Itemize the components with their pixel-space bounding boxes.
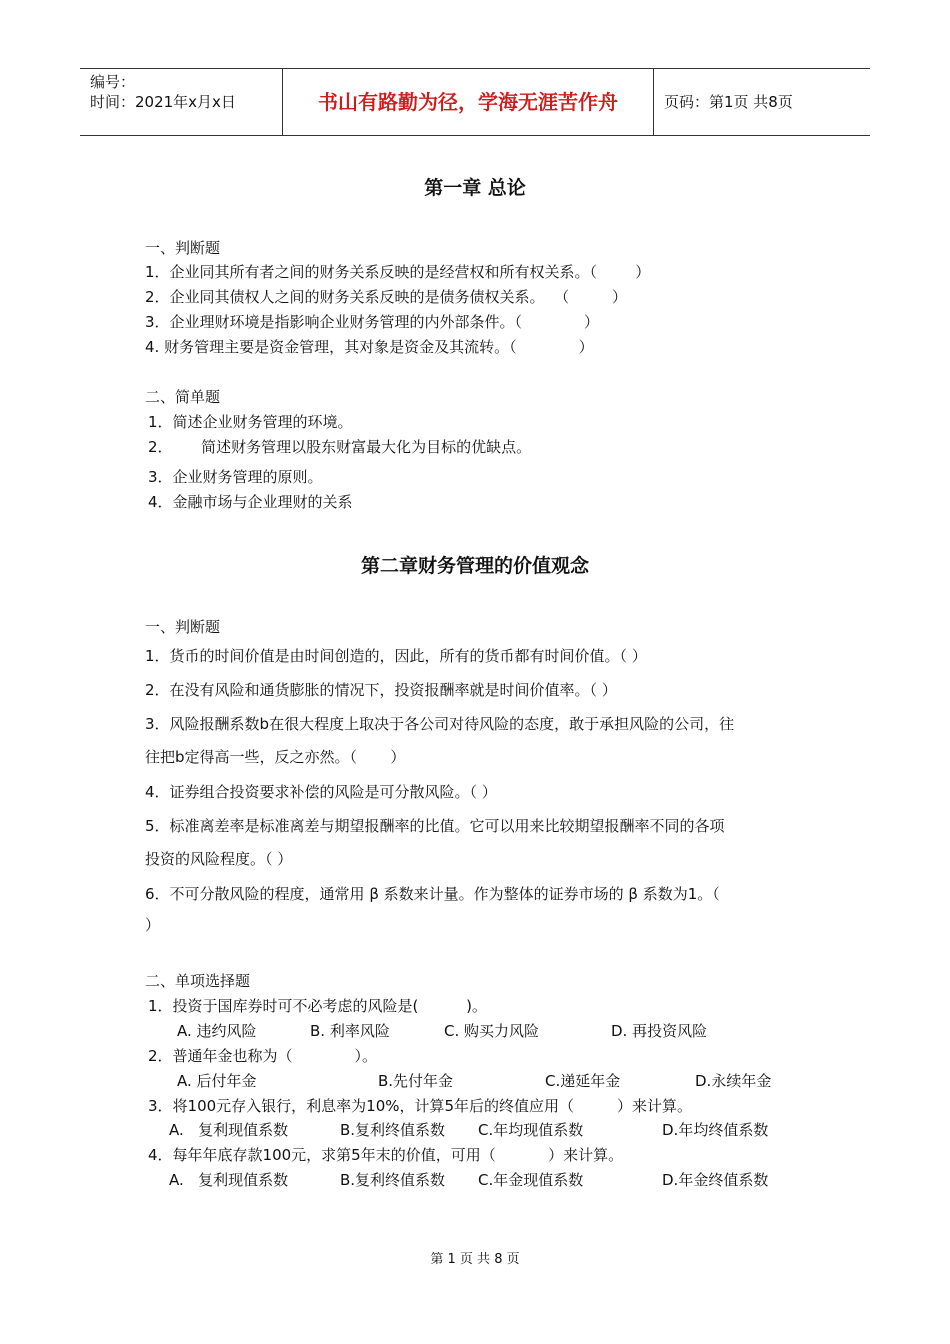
chapter1-judge-item: 4. 财务管理主要是资金管理，其对象是资金及其流转。（ ） bbox=[145, 338, 594, 356]
chapter2-judge-line: 1．货币的时间价值是由时间创造的，因此，所有的货币都有时间价值。（ ） bbox=[145, 647, 647, 665]
chapter2-judge-line: 5．标准离差率是标准离差与期望报酬率的比值。它可以用来比较期望报酬率不同的各项 bbox=[145, 817, 725, 835]
choice-option: D.年均终值系数 bbox=[662, 1121, 769, 1139]
choice-option: B.复利终值系数 bbox=[340, 1121, 446, 1139]
choice-option: B.复利终值系数 bbox=[340, 1171, 446, 1189]
chapter2-judge-line: 投资的风险程度。（ ） bbox=[145, 850, 293, 868]
header-motto: 书山有路勤为径，学海无涯苦作舟 bbox=[282, 69, 654, 135]
choice-option: D. 再投资风险 bbox=[611, 1022, 708, 1040]
chapter1-judge-item: 2．企业同其债权人之间的财务关系反映的是债务债权关系。 （ ） bbox=[145, 288, 627, 306]
chapter1-short-item: 3．企业财务管理的原则。 bbox=[148, 468, 323, 486]
choice-option: C.年金现值系数 bbox=[478, 1171, 584, 1189]
choice-question-stem: 4．每年年底存款100元，求第5年末的价值，可用（ ）来计算。 bbox=[148, 1146, 624, 1164]
chapter1-short-item: 2． 简述财务管理以股东财富最大化为目标的优缺点。 bbox=[148, 438, 532, 456]
choice-option: A. 复利现值系数 bbox=[169, 1121, 289, 1139]
chapter2-judge-line: 往把b定得高一些，反之亦然。（ ） bbox=[145, 748, 406, 766]
header-meta bbox=[80, 69, 282, 135]
chapter1-short-item: 1．简述企业财务管理的环境。 bbox=[148, 413, 353, 431]
chapter1-title: 第一章 总论 bbox=[424, 177, 526, 199]
chapter1-judge-item: 3．企业理财环境是指影响企业财务管理的内外部条件。（ ） bbox=[145, 313, 600, 331]
chapter2-section2-heading: 二、单项选择题 bbox=[145, 972, 251, 990]
choice-option: D.永续年金 bbox=[695, 1072, 772, 1090]
chapter2-judge-line: 6．不可分散风险的程度，通常用 β 系数来计量。作为整体的证券市场的 β 系数为1。（ bbox=[145, 885, 720, 903]
choice-option: C.递延年金 bbox=[545, 1072, 621, 1090]
page-footer: 第 1 页 共 8 页 bbox=[430, 1252, 520, 1267]
choice-option: D.年金终值系数 bbox=[662, 1171, 769, 1189]
document-date-label: 时间：2021年x月x日 bbox=[90, 93, 236, 111]
choice-option: A. 违约风险 bbox=[177, 1022, 257, 1040]
chapter2-section1-heading: 一、判断题 bbox=[145, 618, 221, 636]
document-number-label: 编号： bbox=[90, 73, 136, 91]
chapter2-judge-line: 3．风险报酬系数b在很大程度上取决于各公司对待风险的态度，敢于承担风险的公司，往 bbox=[145, 715, 735, 733]
choice-question-stem: 3．将100元存入银行，利息率为10%，计算5年后的终值应用（ ）来计算。 bbox=[148, 1097, 692, 1115]
chapter2-judge-line: ） bbox=[145, 916, 161, 934]
chapter2-judge-line: 4．证券组合投资要求补偿的风险是可分散风险。（ ） bbox=[145, 783, 497, 801]
choice-option: B.先付年金 bbox=[378, 1072, 454, 1090]
choice-question-stem: 2．普通年金也称为（ ）。 bbox=[148, 1047, 378, 1065]
document-header bbox=[80, 68, 870, 136]
chapter2-judge-line: 2．在没有风险和通货膨胀的情况下，投资报酬率就是时间价值率。（ ） bbox=[145, 681, 617, 699]
choice-option: C.年均现值系数 bbox=[478, 1121, 584, 1139]
chapter1-judge-item: 1．企业同其所有者之间的财务关系反映的是经营权和所有权关系。（ ） bbox=[145, 263, 651, 281]
chapter1-short-item: 4．金融市场与企业理财的关系 bbox=[148, 493, 353, 511]
choice-option: A. 后付年金 bbox=[177, 1072, 257, 1090]
choice-option: A. 复利现值系数 bbox=[169, 1171, 289, 1189]
choice-question-stem: 1．投资于国库券时可不必考虑的风险是( )。 bbox=[148, 997, 487, 1015]
choice-option: B. 利率风险 bbox=[310, 1022, 390, 1040]
choice-option: C. 购买力风险 bbox=[444, 1022, 540, 1040]
chapter2-title: 第二章财务管理的价值观念 bbox=[360, 555, 589, 577]
chapter1-section1-heading: 一、判断题 bbox=[145, 239, 221, 257]
chapter1-section2-heading: 二、简单题 bbox=[145, 388, 221, 406]
header-page-info: 页码：第1页 共8页 bbox=[664, 93, 793, 111]
